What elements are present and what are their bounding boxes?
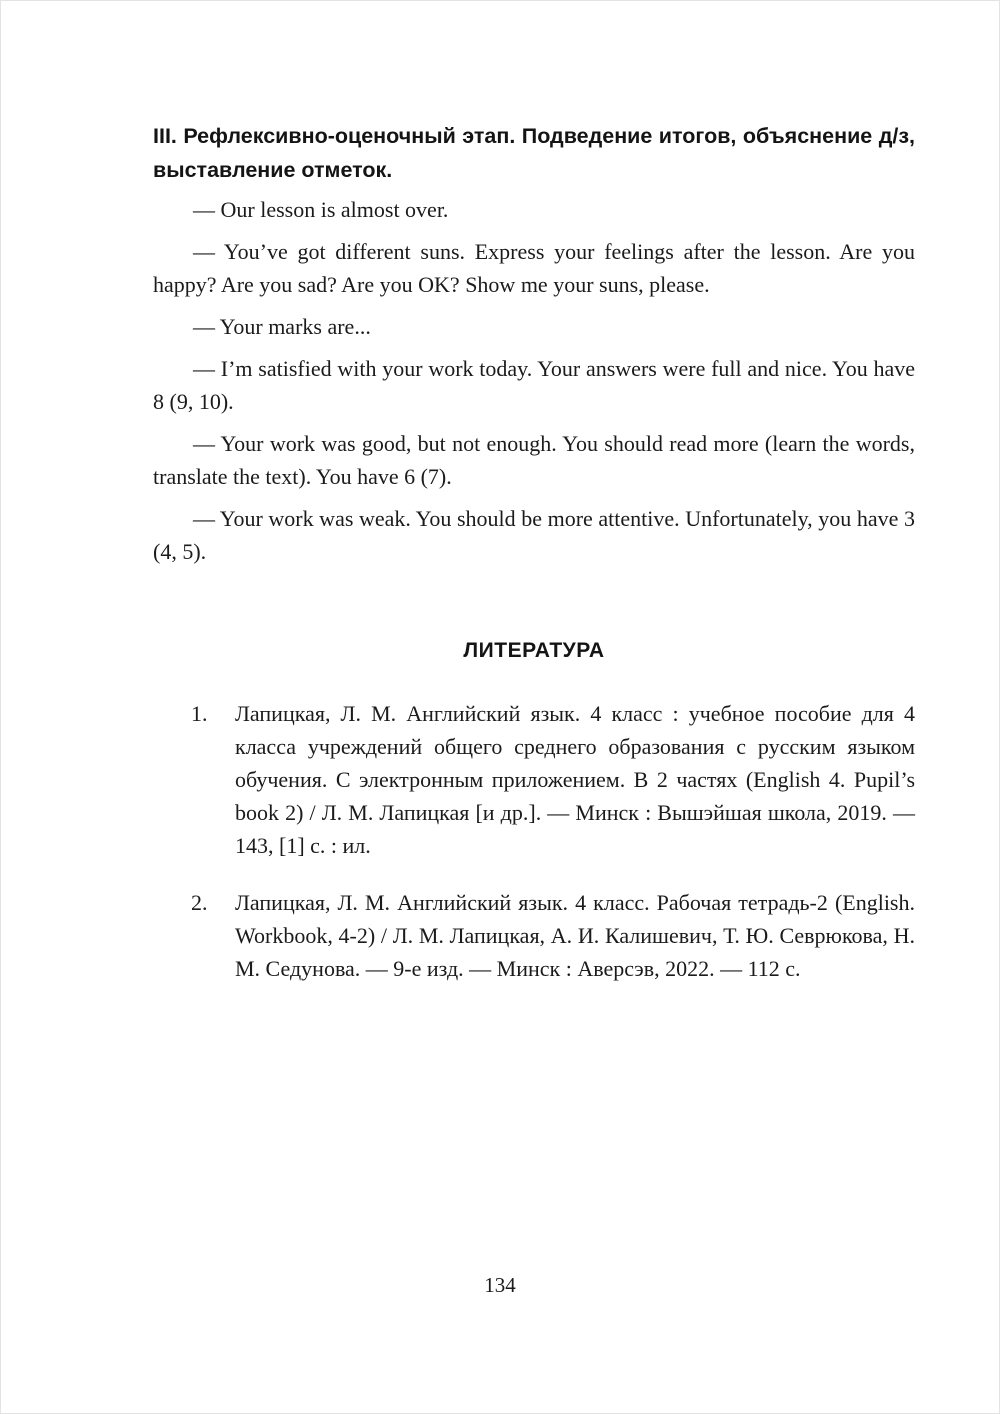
lesson-stage-heading: III. Рефлексивно-оценочный этап. Подведение итогов, объяснение д/з, выставление отметок. xyxy=(153,124,915,182)
reference-text: Лапицкая, Л. М. Английский язык. 4 класс. Рабочая тетрадь-2 (English. Workbook, 4-2) / Л. М. Лапицкая, А. И. Калишевич, Т. Ю. Севрюкова, Н. М. Седунова. — 9-е изд. — Минск : Аверсэв, 2022. — 112 с. xyxy=(235,890,915,981)
lesson-paragraph: — Your work was good, but not enough. You should read more (learn the words, translate the text). You have 6 (7). xyxy=(153,431,915,489)
page-number: 134 xyxy=(484,1273,516,1297)
lesson-paragraph: — Our lesson is almost over. xyxy=(193,197,449,222)
reference-number: 1. xyxy=(191,701,208,726)
lesson-paragraph: — Your marks are... xyxy=(193,314,371,339)
reference-item xyxy=(191,886,915,985)
literature-heading: ЛИТЕРАТУРА xyxy=(463,639,605,662)
lesson-paragraph: — Your work was weak. You should be more attentive. Unfortunately, you have 3 (4, 5). xyxy=(153,506,915,564)
lesson-paragraph: — I’m satisfied with your work today. Your answers were full and nice. You have 8 (9, 10). xyxy=(153,356,915,414)
lesson-paragraph: — You’ve got different suns. Express your feelings after the lesson. Are you happy? Are you sad? Are you OK? Show me your suns, please. xyxy=(153,239,915,297)
reference-text: Лапицкая, Л. М. Английский язык. 4 класс : учебное пособие для 4 класса учреждений общего среднего образования с русским языком обучения. С электронным приложением. В 2 частях (English 4. Pupil’s book 2) / Л. М. Лапицкая [и др.]. — Минск : Вышэйшая школа, 2019. —143, [1] с. : ил. xyxy=(235,701,915,858)
reference-number: 2. xyxy=(191,890,208,915)
reference-item xyxy=(191,697,915,862)
